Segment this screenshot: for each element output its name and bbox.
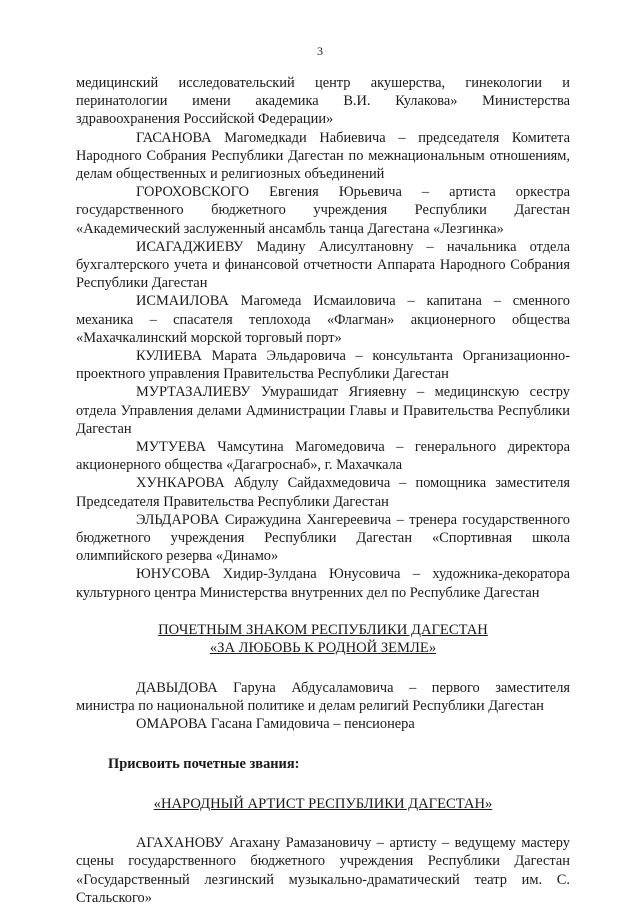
section-title-badge-line2: «ЗА ЛЮБОВЬ К РОДНОЙ ЗЕМЛЕ» xyxy=(209,640,437,657)
award-list-top xyxy=(76,74,570,602)
section-title-peoples-artist: «НАРОДНЫЙ АРТИСТ РЕСПУБЛИКИ ДАГЕСТАН» xyxy=(153,795,493,812)
award-paragraph: ХУНКАРОВА Абдулу Сайдахмедовича – помощника заместителя Председателя Правительства Республики Дагестан xyxy=(76,475,570,510)
section-title-badge-line1: ПОЧЕТНЫМ ЗНАКОМ РЕСПУБЛИКИ ДАГЕСТАН xyxy=(158,621,488,638)
award-paragraph: ИСАГАДЖИЕВУ Мадину Алисултановну – начальника отдела бухгалтерского учета и финансовой отчетности Аппарата Народного Собрания Республики Дагестан xyxy=(76,238,570,292)
award-paragraph: ИСМАИЛОВА Магомеда Исмаиловича – капитана – сменного механика – спасателя теплохода «Флагман» акционерного общества «Махачкалинский морской торговый порт» xyxy=(76,293,570,346)
document-body xyxy=(76,74,570,907)
award-paragraph: МУРТАЗАЛИЕВУ Умурашидат Ягияевну – медицинскую сестру отдела Управления делами Администрации Главы и Правительства Республики Дагестан xyxy=(76,384,570,437)
award-paragraph: ОМАРОВА Гасана Гамидовича – пенсионера xyxy=(136,716,415,733)
award-paragraph: ЭЛЬДАРОВА Сиражудина Хангереевича – тренера государственного бюджетного учреждения Республики Дагестан «Спортивная школа олимпийского резерва «Динамо» xyxy=(76,511,570,565)
assign-heading: Присвоить почетные звания: xyxy=(108,755,300,772)
award-paragraph: ДАВЫДОВА Гаруна Абдусаламовича – первого заместителя министра по национальной политике и делам религий Республики Дагестан xyxy=(76,679,570,715)
award-list-bottom xyxy=(76,834,570,907)
award-paragraph: ГОРОХОВСКОГО Евгения Юрьевича – артиста оркестра государственного бюджетного учреждения Республики Дагестан «Академический заслуженный ансамбль танца Дагестана «Лезгинка» xyxy=(76,184,570,237)
award-paragraph: АГАХАНОВУ Агахану Рамазановичу – артисту – ведущему мастеру сцены государственного бюджетного учреждения Республики Дагестан «Государственный лезгинский музыкально-драматический театр им. С. Стальского» xyxy=(76,835,570,906)
award-paragraph: КУЛИЕВА Марата Эльдаровича – консультанта Организационно-проектного управления Правительства Республики Дагестан xyxy=(76,348,570,383)
award-paragraph: МУТУЕВА Чамсутина Магомедовича – генерального директора акционерного общества «Дагагроснаб», г. Махачкала xyxy=(76,439,570,474)
award-paragraph: ЮНУСОВА Хидир-Зулдана Юнусовича – художника-декоратора культурного центра Министерства внутренних дел по Республике Дагестан xyxy=(76,566,570,601)
award-paragraph: медицинский исследовательский центр акушерства, гинекологии и перинатологии имени академика В.И. Кулакова» Министерства здравоохранения Российской Федерации» xyxy=(76,75,570,128)
page-number: 3 xyxy=(317,44,323,58)
award-paragraph: ГАСАНОВА Магомедкади Набиевича – председателя Комитета Народного Собрания Республики Дагестан по межнациональным отношениям, делам общественных и религиозных объединений xyxy=(76,129,570,183)
award-list-mid xyxy=(76,679,570,734)
